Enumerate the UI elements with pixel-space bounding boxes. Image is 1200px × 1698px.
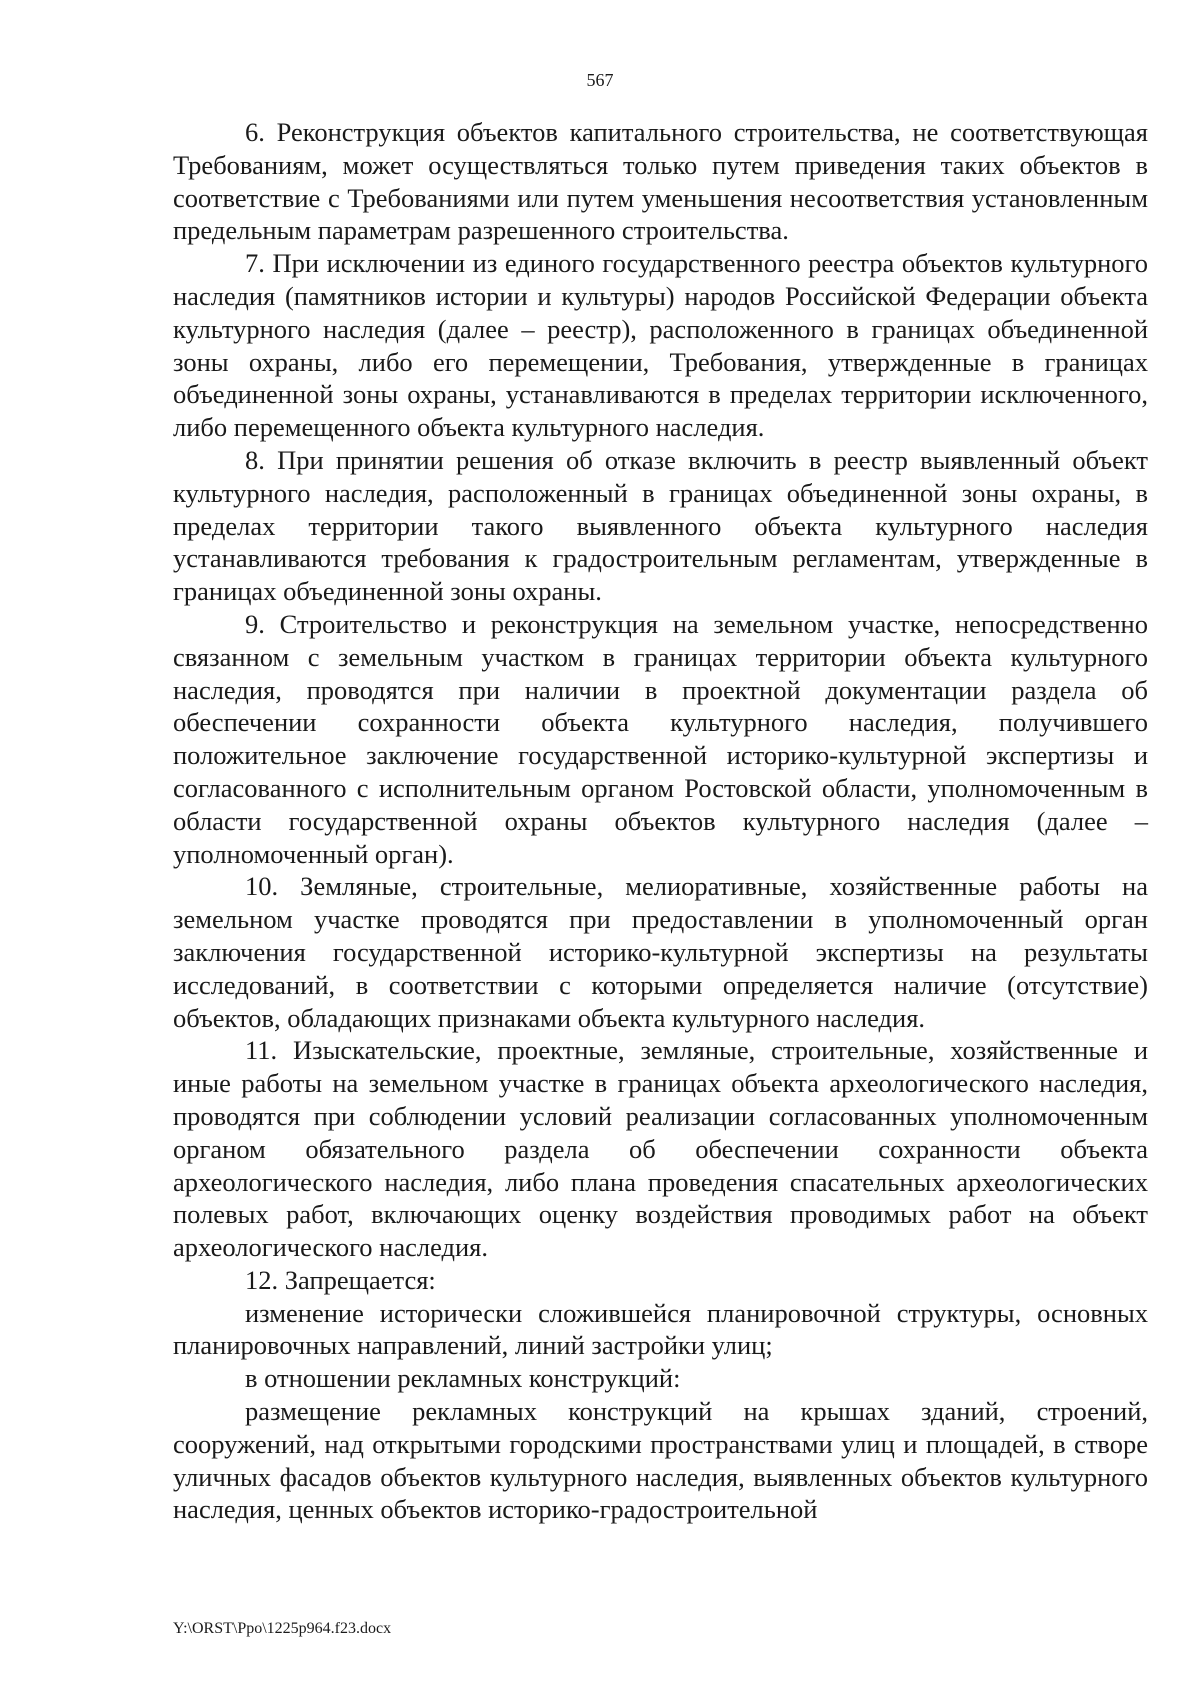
paragraph-6: 6. Реконструкция объектов капитального строительства, не соответствующая Требованиям, может осуществляться только путем приведения таких объектов в соответствие с Требованиями или путем уменьшения несоответствия установленным предельным параметрам разрешенного строительства.: [173, 117, 1148, 246]
paragraph-12-item-structure: изменение исторически сложившейся планировочной структуры, основных планировочных направлений, линий застройки улиц;: [173, 1297, 1148, 1361]
paragraph-12-advertising-item: размещение рекламных конструкций на крышах зданий, строений, сооружений, над открытыми городскими пространствами улиц и площадей, в створе уличных фасадов объектов культурного наследия, выявленных объектов культурного наследия, ценных объектов историко-градостроительной: [173, 1396, 1148, 1525]
paragraph-8: 8. При принятии решения об отказе включить в реестр выявленный объект культурного наследия, расположенный в границах объединенной зоны охраны, в пределах территории такого выявленного объекта культурного наследия устанавливаются требования к градостроительным регламентам, утвержденные в границах объединенной зоны охраны.: [173, 444, 1148, 607]
paragraph-12-advertising-heading: в отношении рекламных конструкций:: [245, 1363, 681, 1394]
paragraph-9: 9. Строительство и реконструкция на земельном участке, непосредственно связанном с земельным участком в границах территории объекта культурного наследия, проводятся при наличии в проектной документации раздела об обеспечении сохранности объекта культурного наследия, получившего положительное заключение государственной историко-культурной экспертизы и согласованного с исполнительным органом Ростовской области, уполномоченным в области государственной охраны объектов культурного наследия (далее – уполномоченный орган).: [173, 608, 1148, 869]
document-body: [173, 116, 1148, 1526]
paragraph-7: 7. При исключении из единого государственного реестра объектов культурного наследия (памятников истории и культуры) народов Российской Федерации объекта культурного наследия (далее – реестр), расположенного в границах объединенной зоны охраны, либо его перемещении, Требования, утвержденные в границах объединенной зоны охраны, устанавливаются в пределах территории исключенного, либо перемещенного объекта культурного наследия.: [173, 248, 1148, 443]
paragraph-11: 11. Изыскательские, проектные, земляные, строительные, хозяйственные и иные работы на земельном участке в границах объекта археологического наследия, проводятся при соблюдении условий реализации согласованных уполномоченным органом обязательного раздела об обеспечении сохранности объекта археологического наследия, либо плана проведения спасательных археологических полевых работ, включающих оценку воздействия проводимых работ на объект археологического наследия.: [173, 1035, 1148, 1263]
footer-file-path: Y:\ORST\Ppo\1225p964.f23.docx: [173, 1620, 392, 1637]
paragraph-12-heading: 12. Запрещается:: [245, 1264, 436, 1295]
page-number: 567: [586, 70, 614, 90]
paragraph-10: 10. Земляные, строительные, мелиоративные, хозяйственные работы на земельном участке проводятся при предоставлении в уполномоченный орган заключения государственной историко-культурной экспертизы на результаты исследований, в соответствии с которыми определяется наличие (отсутствие) объектов, обладающих признаками объекта культурного наследия.: [173, 871, 1148, 1033]
